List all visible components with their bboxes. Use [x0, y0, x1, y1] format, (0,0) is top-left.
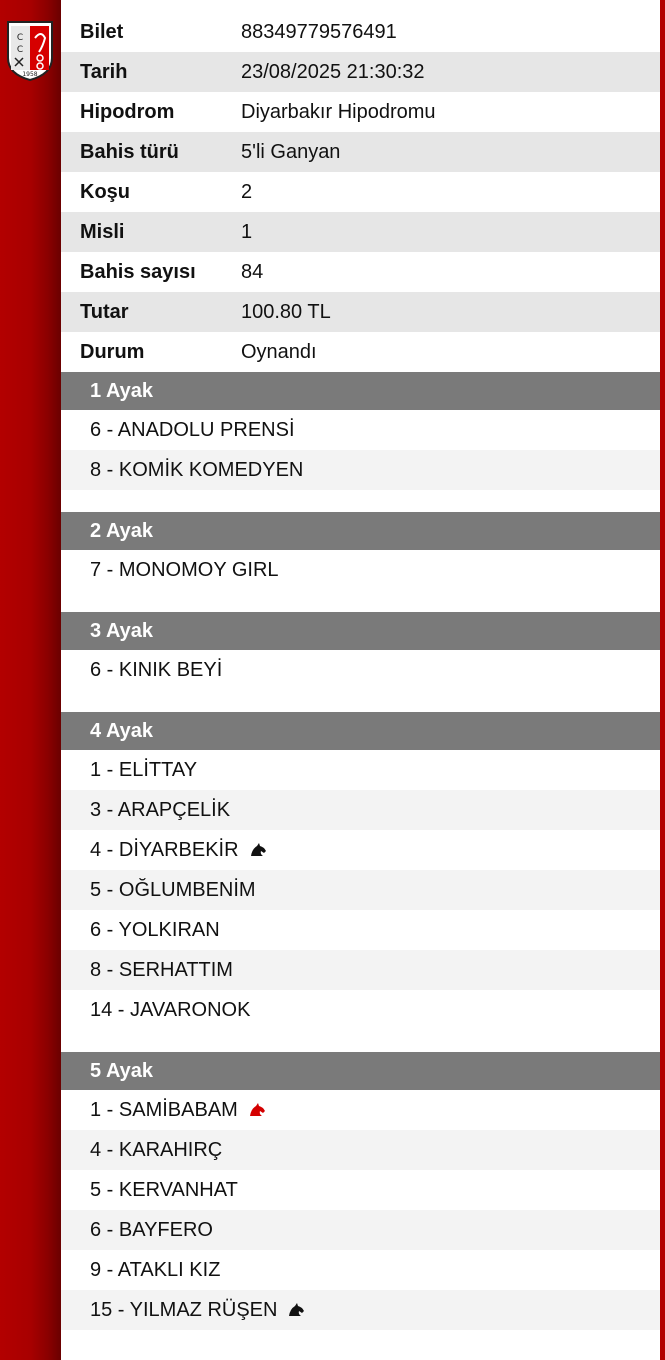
left-sidebar: [0, 0, 61, 1360]
ticket-row-value: Diyarbakır Hipodromu: [241, 100, 436, 123]
horse-row: [61, 650, 660, 690]
leg-spacer: [61, 1330, 660, 1352]
horse-row: [61, 750, 660, 790]
ticket-row-label: Misli: [80, 220, 125, 243]
horse-row: [61, 830, 660, 870]
leg-spacer: [61, 1030, 660, 1052]
ticket-row-value: 23/08/2025 21:30:32: [241, 60, 425, 83]
legs-list: [61, 372, 660, 1352]
svg-text:C: C: [16, 45, 24, 55]
horse-name: 7 - MONOMOY GIRL: [90, 558, 279, 581]
ticket-row-label: Bahis sayısı: [80, 260, 196, 283]
ticket-row-value: 1: [241, 220, 253, 243]
ticket-row-value: 88349779576491: [241, 20, 397, 43]
horse-name: 6 - BAYFERO: [90, 1218, 213, 1241]
horse-name: 4 - KARAHIRÇ: [90, 1138, 223, 1161]
horse-row: [61, 990, 660, 1030]
club-crest-icon: [5, 18, 55, 82]
horse-row: [61, 410, 660, 450]
ticket-detail: [61, 0, 660, 1360]
horse-row: [61, 910, 660, 950]
horse-name: 8 - SERHATTIM: [90, 958, 233, 981]
ticket-row-label: Bilet: [80, 20, 124, 43]
horse-name: 6 - YOLKIRAN: [90, 918, 220, 941]
horse-row: [61, 550, 660, 590]
leg-header: 3 Ayak: [61, 612, 660, 650]
horse-row: [61, 870, 660, 910]
leg-spacer: [61, 490, 660, 512]
horse-name: 5 - OĞLUMBENİM: [90, 878, 256, 901]
horse-name: 1 - ELİTTAY: [90, 758, 198, 781]
horse-name: 6 - KINIK BEYİ: [90, 658, 223, 681]
ticket-row: [61, 132, 660, 172]
horse-head-icon: [287, 1303, 305, 1317]
ticket-row-label: Hipodrom: [80, 100, 175, 123]
ticket-row: [61, 0, 660, 52]
ticket-row-value: Oynandı: [241, 340, 317, 363]
horse-name: 4 - DİYARBEKİR: [90, 838, 239, 861]
horse-head-icon: [249, 843, 267, 857]
ticket-row-label: Durum: [80, 340, 145, 363]
ticket-row-value: 2: [241, 180, 253, 203]
ticket-row-value: 100.80 TL: [241, 300, 331, 323]
ticket-row: [61, 252, 660, 292]
horse-row: [61, 1130, 660, 1170]
horse-name: 14 - JAVARONOK: [90, 998, 251, 1021]
ticket-row: [61, 172, 660, 212]
horse-name: 6 - ANADOLU PRENSİ: [90, 418, 295, 441]
ticket-row-label: Tarih: [80, 60, 128, 83]
leg-header: 2 Ayak: [61, 512, 660, 550]
right-border: [660, 0, 665, 1360]
horse-row: [61, 1210, 660, 1250]
ticket-row: [61, 332, 660, 372]
horse-head-icon: [248, 1103, 266, 1117]
leg-header: 4 Ayak: [61, 712, 660, 750]
horse-row: [61, 1250, 660, 1290]
ticket-row: [61, 92, 660, 132]
leg-header: 5 Ayak: [61, 1052, 660, 1090]
horse-name: 1 - SAMİBABAM: [90, 1098, 238, 1121]
horse-row: [61, 1290, 660, 1330]
ticket-row-value: 84: [241, 260, 264, 283]
ticket-row-label: Bahis türü: [80, 140, 179, 163]
ticket-row: [61, 212, 660, 252]
horse-name: 3 - ARAPÇELİK: [90, 798, 231, 821]
horse-row: [61, 1090, 660, 1130]
ticket-row: [61, 52, 660, 92]
horse-name: 9 - ATAKLI KIZ: [90, 1258, 221, 1281]
leg-spacer: [61, 690, 660, 712]
ticket-info-table: [61, 0, 660, 372]
leg-spacer: [61, 590, 660, 612]
svg-text:C: C: [16, 33, 24, 43]
ticket-row: [61, 292, 660, 332]
ticket-row-value: 5'li Ganyan: [241, 140, 341, 163]
ticket-row-label: Koşu: [80, 180, 130, 203]
horse-row: [61, 950, 660, 990]
leg-header: 1 Ayak: [61, 372, 660, 410]
horse-row: [61, 1170, 660, 1210]
horse-name: 15 - YILMAZ RÜŞEN: [90, 1298, 278, 1321]
logo-year: 1958: [22, 71, 38, 78]
horse-row: [61, 450, 660, 490]
horse-name: 5 - KERVANHAT: [90, 1178, 238, 1201]
horse-row: [61, 790, 660, 830]
horse-name: 8 - KOMİK KOMEDYEN: [90, 458, 304, 481]
ticket-row-label: Tutar: [80, 300, 129, 323]
